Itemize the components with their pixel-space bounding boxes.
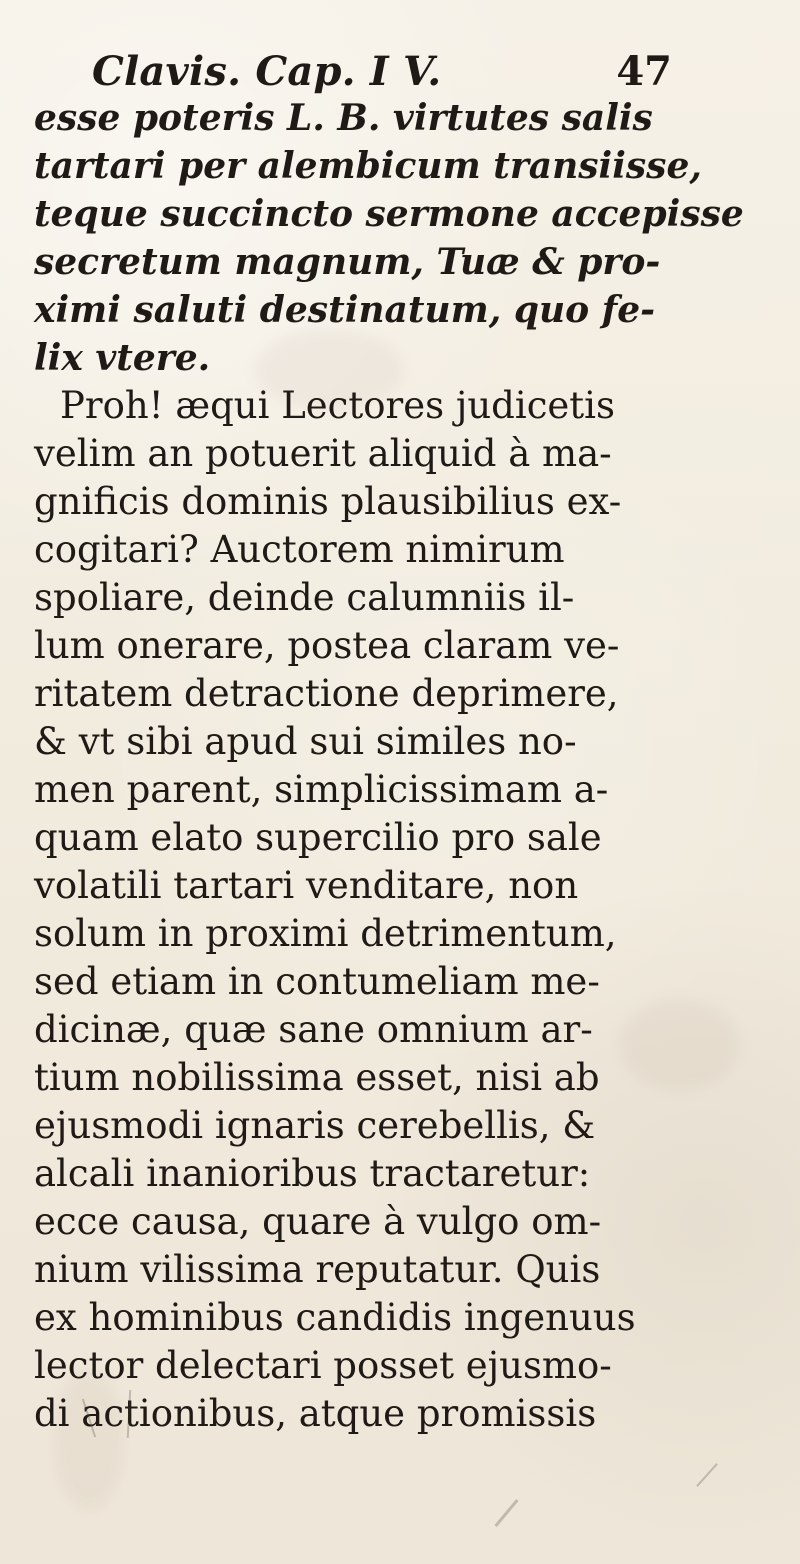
body-line: gnificis dominis plausibilius ex-: [34, 480, 622, 523]
body-line: alcali inanioribus tractaretur:: [34, 1152, 591, 1195]
body-line: di actionibus, atque promissis: [34, 1392, 597, 1435]
italic-line: teque succincto sermone accepisse: [34, 193, 744, 235]
running-title: Clavis. Cap. I V.: [92, 48, 442, 95]
body-line: sed etiam in contumeliam me-: [34, 960, 600, 1003]
body-line: quam elato supercilio pro sale: [34, 816, 602, 859]
body-line: & vt sibi apud sui similes no-: [34, 720, 577, 763]
body-line: ritatem detractione deprimere,: [34, 672, 619, 715]
body-line: lector delectari posset ejusmo-: [34, 1344, 612, 1387]
body-line: ecce causa, quare à vulgo om-: [34, 1200, 602, 1243]
italic-line: ximi saluti destinatum, quo fe-: [34, 289, 656, 331]
body-line: lum onerare, postea claram ve-: [34, 624, 620, 667]
italic-line: tartari per alembicum transiisse,: [34, 145, 702, 187]
margin-mark: [696, 1463, 718, 1487]
body-line: cogitari? Auctorem nimirum: [34, 528, 565, 571]
body-line: nium vilissima reputatur. Quis: [34, 1248, 601, 1291]
italic-text-block: [34, 94, 764, 382]
body-line: ex hominibus candidis ingenuus: [34, 1296, 636, 1339]
body-line: tium nobilissima esset, nisi ab: [34, 1056, 600, 1099]
italic-line: esse poteris L. B. virtutes salis: [34, 97, 653, 139]
body-line: dicinæ, quæ sane omnium ar-: [34, 1008, 593, 1051]
body-line: volatili tartari venditare, non: [34, 864, 579, 907]
italic-line: secretum magnum, Tuæ & pro-: [34, 241, 661, 283]
body-line: men parent, simplicissimam a-: [34, 768, 609, 811]
body-text-block: [34, 382, 776, 1438]
body-line: Proh! æqui Lectores judicetis: [60, 384, 615, 427]
italic-line: lix vtere.: [34, 337, 211, 379]
body-line: ejusmodi ignaris cerebellis, &: [34, 1104, 596, 1147]
body-line: spoliare, deinde calumniis il-: [34, 576, 575, 619]
margin-mark: [494, 1499, 518, 1527]
page-number: 47: [616, 48, 672, 95]
body-line: velim an potuerit aliquid à ma-: [34, 432, 612, 475]
body-line: solum in proximi detrimentum,: [34, 912, 617, 955]
